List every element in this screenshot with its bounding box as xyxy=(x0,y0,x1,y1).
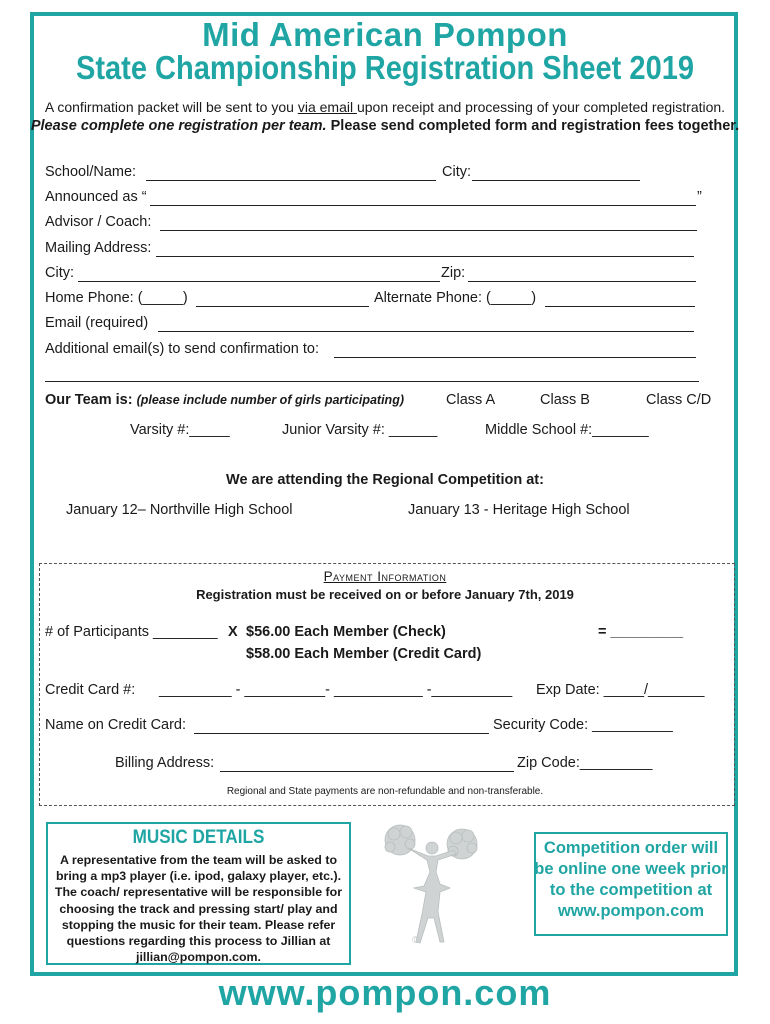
email-label: Email (required) xyxy=(45,315,149,331)
alternate-phone-label: Alternate Phone: (_____) xyxy=(374,290,537,306)
title-line-2: State Championship Registration Sheet 2019 xyxy=(75,49,695,86)
city2-label: City: xyxy=(45,265,74,281)
cheerleader-logo xyxy=(380,822,484,952)
team-note: (please include number of girls participating) xyxy=(136,393,404,407)
instruction-italic: Please complete one registration per team. xyxy=(30,118,327,134)
school-name-field[interactable] xyxy=(146,180,436,181)
regional-option-heritage[interactable]: January 13 - Heritage High School xyxy=(408,502,630,518)
middle-school-field[interactable]: Middle School #:_______ xyxy=(485,422,649,438)
class-a-option[interactable]: Class A xyxy=(446,392,496,408)
announced-close-quote: ” xyxy=(697,189,702,205)
city2-field[interactable] xyxy=(78,281,440,282)
confirmation-text-post: upon receipt and processing of your completed registration. xyxy=(356,99,726,115)
participants-field[interactable]: # of Participants ________ xyxy=(45,624,218,640)
price-credit-card: $58.00 Each Member (Credit Card) xyxy=(246,646,482,662)
confirmation-note xyxy=(0,99,770,115)
footer-website[interactable]: www.pompon.com xyxy=(218,972,552,1013)
regional-heading: We are attending the Regional Competition at: xyxy=(226,472,544,488)
payment-title: Payment Information xyxy=(323,569,447,584)
zip-label: Zip: xyxy=(441,265,466,281)
name-on-card-label: Name on Credit Card: xyxy=(45,717,187,733)
via-email-link[interactable]: via email xyxy=(297,99,357,115)
city-field[interactable] xyxy=(472,180,640,181)
title-line-1: Mid American Pompon xyxy=(202,16,568,53)
billing-address-label: Billing Address: xyxy=(115,755,215,771)
our-team-label: Our Team is: xyxy=(45,392,133,408)
music-details-body: A representative from the team will be asked to bring a mp3 player (i.e. ipod, galaxy player, etc.). The coach/ representative will be responsible for choosing the track and pressing start/ play and stopping the music for their team. Please refer questions regarding this process to Jillian at jillian@pompon.com. xyxy=(54,853,343,965)
credit-card-field[interactable]: _________ - __________- ___________ -__________ xyxy=(159,682,513,698)
exp-date-field[interactable]: Exp Date: _____/_______ xyxy=(536,682,705,698)
refund-note: Regional and State payments are non-refundable and non-transferable. xyxy=(226,786,544,797)
competition-order-text: Competition order will be online one week prior to the competition at www.pompon.com xyxy=(534,839,728,920)
school-name-label: School/Name: xyxy=(45,164,137,180)
alternate-phone-field[interactable] xyxy=(545,306,695,307)
announced-as-field[interactable] xyxy=(150,205,696,206)
additional-email-field-2[interactable] xyxy=(45,381,699,382)
billing-zip-field[interactable]: Zip Code:_________ xyxy=(517,755,653,771)
home-phone-label: Home Phone: (_____) xyxy=(45,290,188,306)
billing-address-field[interactable] xyxy=(220,771,514,772)
city-label: City: xyxy=(442,164,471,180)
name-on-card-field[interactable] xyxy=(194,733,489,734)
class-cd-option[interactable]: Class C/D xyxy=(646,392,712,408)
credit-card-label: Credit Card #: xyxy=(45,682,136,698)
class-b-option[interactable]: Class B xyxy=(540,392,590,408)
home-phone-field[interactable] xyxy=(196,306,369,307)
regional-option-northville[interactable]: January 12– Northville High School xyxy=(66,502,293,518)
times-sign: X xyxy=(228,624,238,640)
confirmation-text-pre: A confirmation packet will be sent to you xyxy=(44,99,298,115)
total-field[interactable]: = _________ xyxy=(598,624,684,640)
announced-as-label: Announced as “ xyxy=(45,189,147,205)
advisor-coach-field[interactable] xyxy=(160,230,697,231)
mailing-address-field[interactable] xyxy=(156,256,694,257)
team-label-row xyxy=(45,392,404,408)
security-code-field[interactable]: Security Code: __________ xyxy=(493,717,673,733)
payment-deadline: Registration must be received on or before January 7th, 2019 xyxy=(196,587,574,602)
instruction-rest: Please send completed form and registration fees together. xyxy=(326,118,740,134)
junior-varsity-field[interactable]: Junior Varsity #: ______ xyxy=(282,422,438,438)
varsity-field[interactable]: Varsity #:_____ xyxy=(130,422,230,438)
email-field[interactable] xyxy=(158,331,694,332)
advisor-coach-label: Advisor / Coach: xyxy=(45,214,152,230)
additional-email-field[interactable] xyxy=(334,357,696,358)
price-check: $56.00 Each Member (Check) xyxy=(246,624,446,640)
mailing-address-label: Mailing Address: xyxy=(45,240,152,256)
additional-email-label: Additional email(s) to send confirmation to: xyxy=(45,341,320,357)
copyright-mark: © xyxy=(412,935,420,946)
music-details-title: MUSIC DETAILS xyxy=(132,827,265,848)
zip-field[interactable] xyxy=(468,281,696,282)
instruction-line xyxy=(0,118,770,134)
